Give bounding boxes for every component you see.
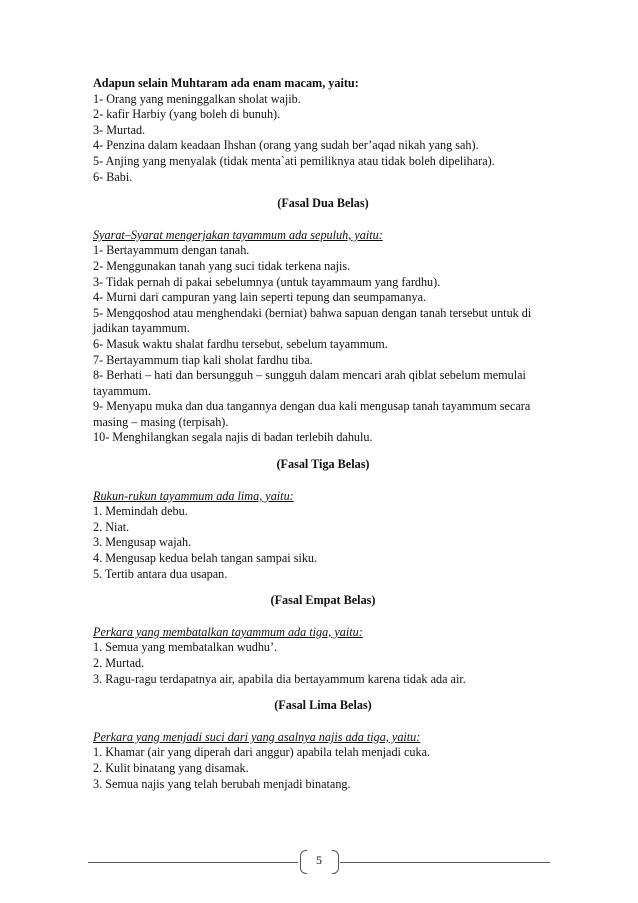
- page-content: [93, 76, 553, 792]
- intro-heading: Adapun selain Muhtaram ada enam macam, yaitu:: [93, 76, 359, 90]
- list-item: 6- Babi.: [93, 169, 133, 184]
- list-item: 9- Menyapu muka dan dua tangannya dengan dua kali mengusap tanah tayammum secara masing – masing (terpisah).: [93, 399, 531, 429]
- list-item: 3. Semua najis yang telah berubah menjadi binatang.: [93, 776, 351, 791]
- list-item: 5- Mengqoshod atau menghendaki (berniat) bahwa sapuan dengan tanah tersebut untuk di jadikan tayammum.: [93, 305, 532, 336]
- section-intro: Rukun-rukun tayammum ada lima, yaitu:: [93, 488, 294, 503]
- list-item: 1. Khamar (air yang diperah dari anggur) apabila telah menjadi cuka.: [93, 745, 431, 760]
- list-item: 4- Murni dari campuran yang lain seperti tepung dan seumpamanya.: [93, 290, 427, 305]
- section-intro: Perkara yang membatalkan tayammum ada tiga, yaitu:: [93, 624, 363, 639]
- list-item: 3- Tidak pernah di pakai sebelumnya (untuk tayammaum yang fardhu).: [93, 274, 441, 289]
- list-item: 10- Menghilangkan segala najis di badan terlebih dahulu.: [93, 430, 373, 445]
- section-title: (Fasal Empat Belas): [270, 593, 376, 608]
- intro-section: [93, 76, 553, 185]
- right-bracket-icon: [332, 850, 339, 874]
- section-title: (Fasal Tiga Belas): [276, 457, 370, 472]
- list-item: 1- Orang yang meninggalkan sholat wajib.: [93, 91, 301, 106]
- section-fasal-empat-belas: [93, 593, 553, 687]
- section-title: (Fasal Lima Belas): [274, 698, 372, 713]
- list-item: 2- kafir Harbiy (yang boleh di bunuh).: [93, 107, 281, 122]
- list-item: 3. Ragu-ragu terdapatnya air, apabila dia bertayammum karena tidak ada air.: [93, 671, 466, 686]
- section-intro: Perkara yang menjadi suci dari yang asalnya najis ada tiga, yaitu:: [93, 729, 421, 744]
- list-item: 2. Kulit binatang yang disamak.: [93, 760, 249, 775]
- footer-rule-right: [340, 862, 550, 863]
- list-item: 2. Murtad.: [93, 656, 145, 670]
- list-item: 5- Anjing yang menyalak (tidak menta`ati pemiliknya atau tidak boleh dipelihara).: [93, 153, 495, 168]
- list-item: 5. Tertib antara dua usapan.: [93, 566, 228, 581]
- section-fasal-tiga-belas: [93, 457, 553, 582]
- list-item: 3. Mengusap wajah.: [93, 535, 192, 550]
- list-item: 1- Bertayammum dengan tanah.: [93, 243, 250, 258]
- page-number: 5: [316, 853, 322, 867]
- list-item: 3- Murtad.: [93, 122, 146, 137]
- list-item: 4. Mengusap kedua belah tangan sampai siku.: [93, 551, 318, 566]
- list-item: 8- Berhati – hati dan bersungguh – sungguh dalam mencari arah qiblat sebelum memulai tayammum.: [93, 368, 526, 398]
- section-intro: Syarat–Syarat mengerjakan tayammum ada sepuluh, yaitu:: [93, 227, 383, 242]
- section-fasal-lima-belas: [93, 698, 553, 792]
- list-item: 4- Penzina dalam keadaan Ihshan (orang yang sudah ber’aqad nikah yang sah).: [93, 138, 479, 153]
- section-title: (Fasal Dua Belas): [277, 196, 369, 211]
- list-item: 2- Menggunakan tanah yang suci tidak terkena najis.: [93, 258, 351, 273]
- page-footer: [88, 850, 550, 878]
- list-item: 1. Memindah debu.: [93, 504, 188, 519]
- list-item: 2. Niat.: [93, 519, 130, 534]
- footer-rule-left: [88, 862, 298, 863]
- list-item: 6- Masuk waktu shalat fardhu tersebut, sebelum tayammum.: [93, 336, 388, 351]
- list-item: 7- Bertayammum tiap kali sholat fardhu tiba.: [93, 352, 313, 367]
- section-fasal-dua-belas: [93, 196, 553, 446]
- list-item: 1. Semua yang membatalkan wudhu’.: [93, 640, 278, 655]
